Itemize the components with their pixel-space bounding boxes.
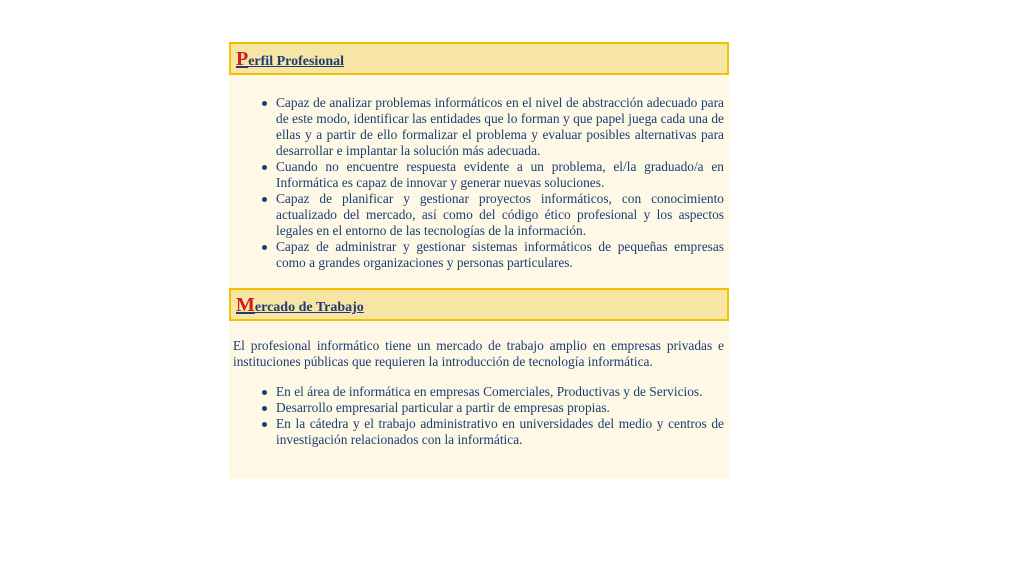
mercado-title-initial: M: [236, 294, 255, 316]
list-item: En la cátedra y el trabajo administrativo en universidades del medio y centros de investigación relacionados con la informática.: [276, 416, 724, 447]
list-item: Cuando no encuentre respuesta evidente a un problema, el/la graduado/a en Informática es capaz de innovar y generar nuevas soluciones.: [276, 159, 724, 190]
perfil-profesional-header: [229, 42, 729, 75]
mercado-title-rest: ercado de Trabajo: [254, 300, 364, 315]
mercado-trabajo-header: [229, 288, 729, 321]
list-item: Capaz de analizar problemas informáticos en el nivel de abstracción adecuado para de este modo, identificar las entidades que lo forman y que papel juega cada una de ellas y a partir de ello formalizar el problema y evaluar posibles alternativas para desarrollar e implantar la solución más adecuada.: [276, 95, 724, 158]
list-item: Capaz de planificar y gestionar proyectos informáticos, con conocimiento actualizado del mercado, así como del código ético profesional y los aspectos legales en el entorno de las tecnologías de la información.: [276, 191, 724, 238]
perfil-title-rest: erfil Profesional: [248, 54, 344, 69]
list-item: En el área de informática en empresas Comerciales, Productivas y de Servicios.: [276, 384, 724, 400]
perfil-title-initial: P: [236, 48, 249, 70]
list-item: Desarrollo empresarial particular a partir de empresas propias.: [276, 400, 724, 416]
mercado-intro: El profesional informático tiene un mercado de trabajo amplio en empresas privadas e instituciones públicas que requieren la introducción de tecnología informática.: [233, 338, 724, 369]
list-item: Capaz de administrar y gestionar sistemas informáticos de pequeñas empresas como a grandes organizaciones y personas particulares.: [276, 239, 724, 270]
perfil-list: [276, 95, 724, 271]
mercado-list: [276, 384, 724, 448]
content-panel: [229, 42, 729, 479]
